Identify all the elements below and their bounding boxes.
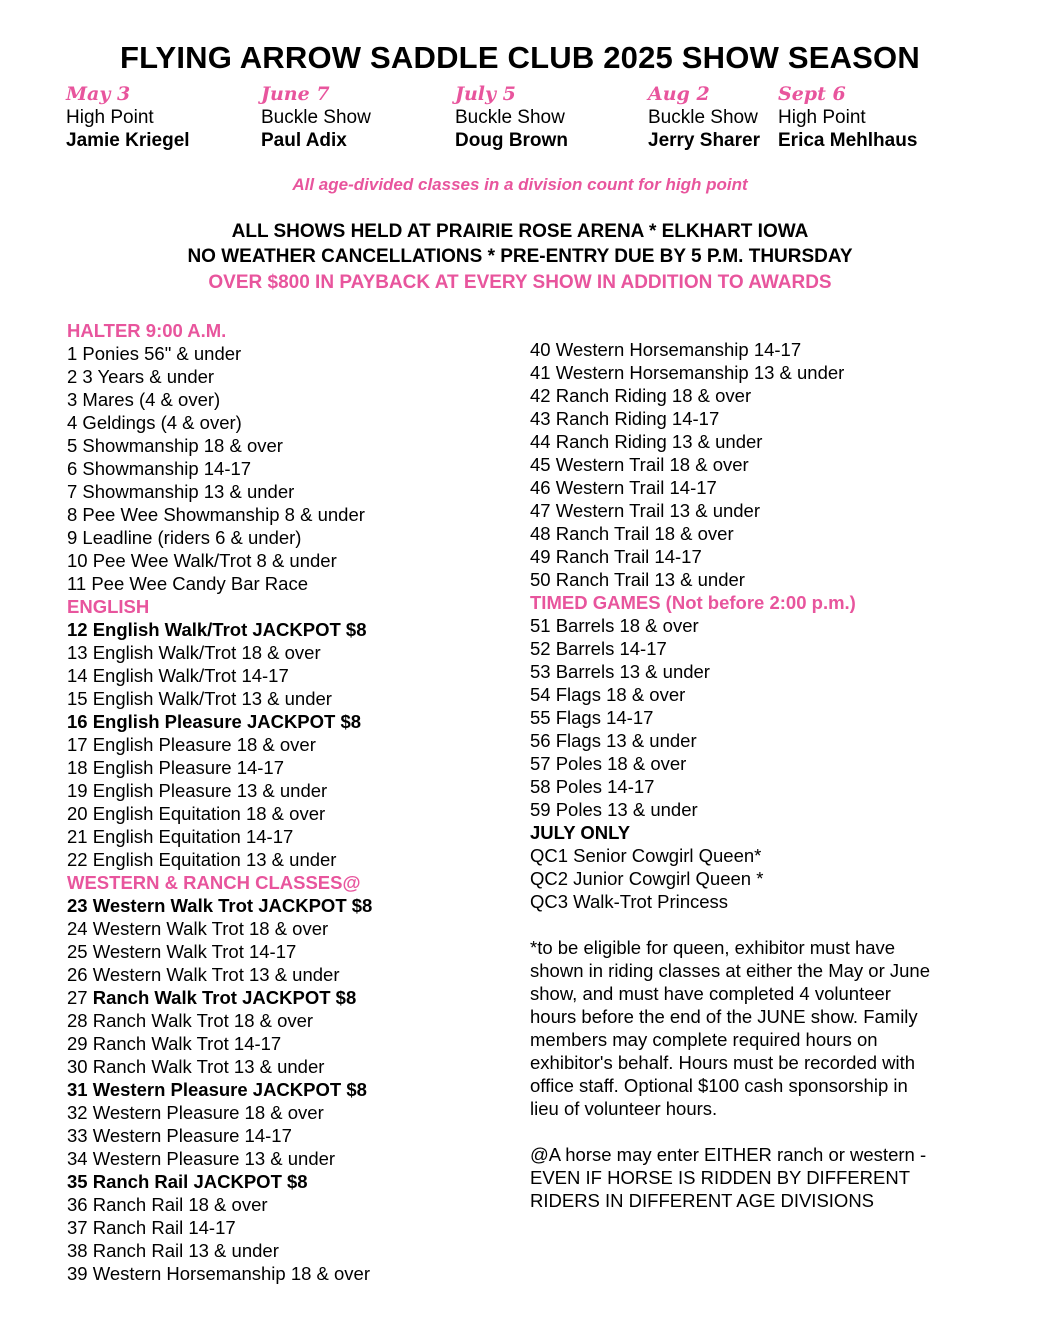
show-date: Sept 6	[778, 83, 846, 105]
class-item: 4 Geldings (4 & over)	[67, 412, 242, 433]
show-type: Buckle Show	[261, 107, 371, 128]
class-item: 8 Pee Wee Showmanship 8 & under	[67, 504, 365, 525]
class-item: 7 Showmanship 13 & under	[67, 481, 295, 502]
class-name: Ranch Walk Trot JACKPOT $8	[92, 987, 357, 1008]
show-type: High Point	[778, 107, 866, 128]
class-item: 53 Barrels 13 & under	[530, 661, 710, 682]
class-item: 49 Ranch Trail 14-17	[530, 546, 702, 567]
show-date: Aug 2	[648, 83, 710, 105]
class-item: 42 Ranch Riding 18 & over	[530, 385, 752, 406]
page-title: FLYING ARROW SADDLE CLUB 2025 SHOW SEASON	[120, 40, 920, 75]
class-item: 45 Western Trail 18 & over	[530, 454, 749, 475]
class-item: 5 Showmanship 18 & over	[67, 435, 283, 456]
class-item: 44 Ranch Riding 13 & under	[530, 431, 763, 452]
class-item: 17 English Pleasure 18 & over	[67, 734, 316, 755]
show-july	[455, 82, 568, 152]
class-item: 46 Western Trail 14-17	[530, 477, 717, 498]
show-judge: Jamie Kriegel	[66, 130, 190, 151]
note-line: shown in riding classes at either the May or June	[530, 960, 931, 981]
class-item-jackpot: 35 Ranch Rail JACKPOT $8	[67, 1171, 308, 1192]
class-item-jackpot	[67, 986, 372, 1009]
class-item: 2 3 Years & under	[67, 366, 215, 387]
class-item: 28 Ranch Walk Trot 18 & over	[67, 1010, 314, 1031]
class-item: 55 Flags 14-17	[530, 707, 654, 728]
class-item: 18 English Pleasure 14-17	[67, 757, 285, 778]
class-item: 41 Western Horsemanship 13 & under	[530, 362, 845, 383]
class-item: 1 Ponies 56" & under	[67, 343, 242, 364]
show-september	[778, 82, 917, 152]
class-item: 15 English Walk/Trot 13 & under	[67, 688, 332, 709]
horse-entry-note	[530, 1143, 970, 1212]
class-list-left	[67, 319, 372, 1285]
note-line: EVEN IF HORSE IS RIDDEN BY DIFFERENT	[530, 1167, 910, 1188]
class-item: 20 English Equitation 18 & over	[67, 803, 326, 824]
note-line: members may complete required hours on	[530, 1029, 878, 1050]
class-item-jackpot: 16 English Pleasure JACKPOT $8	[67, 711, 362, 732]
class-item: 34 Western Pleasure 13 & under	[67, 1148, 336, 1169]
info-line-location: ALL SHOWS HELD AT PRAIRIE ROSE ARENA * ELKHART IOWA	[231, 221, 809, 242]
right-class-lines	[530, 338, 970, 913]
class-item: 57 Poles 18 & over	[530, 753, 687, 774]
class-item: 40 Western Horsemanship 14-17	[530, 339, 802, 360]
show-type: High Point	[66, 107, 154, 128]
class-item: 13 English Walk/Trot 18 & over	[67, 642, 321, 663]
note-line: show, and must have completed 4 volunteer	[530, 983, 891, 1004]
class-item-jackpot: 23 Western Walk Trot JACKPOT $8	[67, 895, 373, 916]
show-date: June 7	[261, 83, 330, 105]
class-item: 9 Leadline (riders 6 & under)	[67, 527, 302, 548]
class-item: 30 Ranch Walk Trot 13 & under	[67, 1056, 325, 1077]
class-item: 58 Poles 14-17	[530, 776, 655, 797]
class-item: 59 Poles 13 & under	[530, 799, 698, 820]
section-heading: ENGLISH	[67, 596, 150, 617]
note-line: hours before the end of the JUNE show. Family	[530, 1006, 918, 1027]
note-line: lieu of volunteer hours.	[530, 1098, 718, 1119]
class-item: 32 Western Pleasure 18 & over	[67, 1102, 324, 1123]
payback-line: OVER $800 IN PAYBACK AT EVERY SHOW IN ADDITION TO AWARDS	[208, 272, 832, 293]
note-line: @A horse may enter EITHER ranch or western -	[530, 1144, 927, 1165]
class-item: 43 Ranch Riding 14-17	[530, 408, 720, 429]
show-date: May 3	[66, 83, 131, 105]
class-item: QC3 Walk-Trot Princess	[530, 891, 729, 912]
class-item: 50 Ranch Trail 13 & under	[530, 569, 745, 590]
class-item: 11 Pee Wee Candy Bar Race	[67, 573, 308, 594]
section-heading: WESTERN & RANCH CLASSES@	[67, 872, 361, 893]
class-item: 48 Ranch Trail 18 & over	[530, 523, 734, 544]
class-item: 37 Ranch Rail 14-17	[67, 1217, 236, 1238]
class-item: 21 English Equitation 14-17	[67, 826, 294, 847]
note-line: office staff. Optional $100 cash sponsorship in	[530, 1075, 908, 1096]
queen-eligibility-note	[530, 936, 970, 1120]
high-point-note: All age-divided classes in a division count for high point	[292, 175, 748, 194]
class-item: 26 Western Walk Trot 13 & under	[67, 964, 340, 985]
show-judge: Jerry Sharer	[648, 130, 760, 151]
class-item: 56 Flags 13 & under	[530, 730, 697, 751]
show-judge: Doug Brown	[455, 130, 568, 151]
show-may	[66, 82, 190, 152]
section-heading: HALTER 9:00 A.M.	[67, 320, 227, 341]
class-item: 25 Western Walk Trot 14-17	[67, 941, 297, 962]
class-item: 19 English Pleasure 13 & under	[67, 780, 328, 801]
class-item: QC1 Senior Cowgirl Queen*	[530, 845, 762, 866]
class-item-jackpot: JULY ONLY	[530, 822, 631, 843]
section-heading: TIMED GAMES (Not before 2:00 p.m.)	[530, 592, 856, 613]
class-item: QC2 Junior Cowgirl Queen *	[530, 868, 764, 889]
note-line: RIDERS IN DIFFERENT AGE DIVISIONS	[530, 1190, 875, 1211]
show-judge: Erica Mehlhaus	[778, 130, 918, 151]
show-type: Buckle Show	[648, 107, 758, 128]
class-item: 52 Barrels 14-17	[530, 638, 667, 659]
show-type: Buckle Show	[455, 107, 565, 128]
class-number: 27	[67, 987, 93, 1008]
class-item: 29 Ranch Walk Trot 14-17	[67, 1033, 282, 1054]
class-item: 6 Showmanship 14-17	[67, 458, 252, 479]
show-date: July 5	[455, 83, 516, 105]
show-august	[648, 82, 760, 152]
class-item: 33 Western Pleasure 14-17	[67, 1125, 292, 1146]
class-item: 22 English Equitation 13 & under	[67, 849, 337, 870]
class-item: 47 Western Trail 13 & under	[530, 500, 761, 521]
spacer	[530, 1120, 970, 1143]
class-item: 51 Barrels 18 & over	[530, 615, 699, 636]
class-item: 10 Pee Wee Walk/Trot 8 & under	[67, 550, 337, 571]
info-line-entry: NO WEATHER CANCELLATIONS * PRE-ENTRY DUE BY 5 P.M. THURSDAY	[187, 246, 853, 267]
class-item: 3 Mares (4 & over)	[67, 389, 221, 410]
note-line: *to be eligible for queen, exhibitor must have	[530, 937, 896, 958]
class-item-jackpot: 31 Western Pleasure JACKPOT $8	[67, 1079, 367, 1100]
class-list-right	[530, 338, 970, 1212]
class-item: 36 Ranch Rail 18 & over	[67, 1194, 268, 1215]
show-judge: Paul Adix	[261, 130, 347, 151]
class-item: 14 English Walk/Trot 14-17	[67, 665, 289, 686]
show-june	[261, 82, 371, 152]
class-item: 38 Ranch Rail 13 & under	[67, 1240, 279, 1261]
class-item: 24 Western Walk Trot 18 & over	[67, 918, 329, 939]
spacer	[530, 913, 970, 936]
class-item-jackpot: 12 English Walk/Trot JACKPOT $8	[67, 619, 367, 640]
note-line: exhibitor's behalf. Hours must be recorded with	[530, 1052, 916, 1073]
class-item: 39 Western Horsemanship 18 & over	[67, 1263, 371, 1284]
class-item: 54 Flags 18 & over	[530, 684, 686, 705]
